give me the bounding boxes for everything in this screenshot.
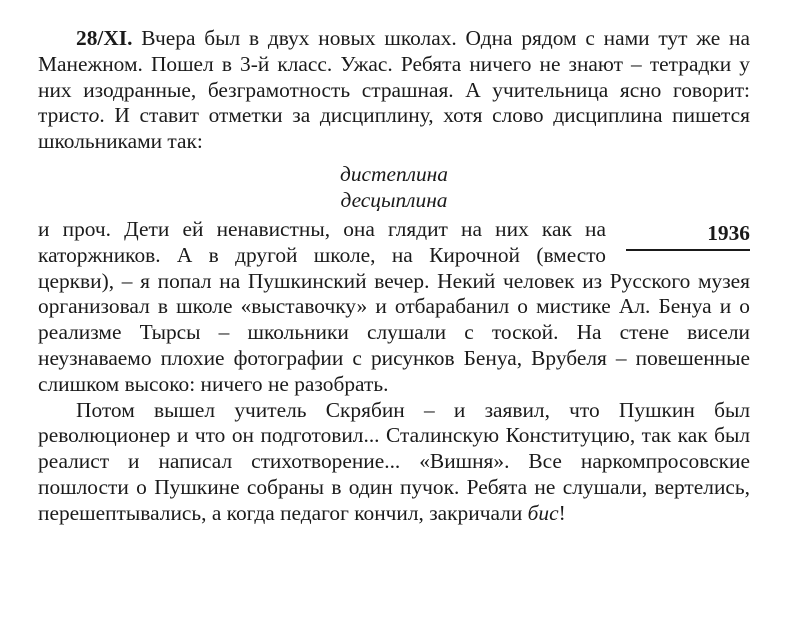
paragraph-1-italic: о [88, 103, 100, 128]
paragraph-1-text: Вчера был в двух новых школах. Одна рядом с нами тут же на Манежном. Пошел в 3-й класс. Ужас. Ребята ничего не знают – тетрадки у них изодранные, безграмотность страшная. А учительница ясно говорит: трист [38, 26, 750, 128]
paragraph-3-end: ! [558, 500, 566, 525]
paragraph-1-end: . И ставит отметки за дисциплину, хотя слово дисциплина пишется школьниками так: [38, 103, 750, 154]
paragraph-3-text: Потом вышел учитель Скрябин – и заявил, что Пушкин был революционер и что он подготовил... Сталинскую Конституцию, так как был реалист и написал стихотворение... «Вишня». Все наркомпросовские пошлости о Пушкине собраны в один пучок. Ребята не слушали, вертелись, перешептывались, а когда педагог кончил, закричали [38, 397, 750, 525]
misspelling-2: десцыплина [340, 187, 448, 212]
misspelling-examples [38, 161, 750, 213]
year-marker: 1936 [626, 221, 750, 251]
entry-paragraph-2 [38, 217, 750, 398]
entry-date: 28/XI. [76, 26, 133, 50]
paragraph-2-text: и проч. Дети ей ненавистны, она глядит на них как на каторжников. А в другой школе, на Кирочной (вместо церкви), – я попал на Пушкинский вечер. Некий человек из Русского музея организовал в школе «выставочку» и отбарабанил о мистике Ал. Бенуа и о реализме Тырсы – школьники слушали с тоской. На стене висели неузнаваемо плохие фотографии с рисунков Бенуа, Врубеля – повешенные слишком высоко: ничего не разобрать. [38, 216, 750, 396]
misspelling-1: дистеплина [340, 161, 448, 186]
entry-paragraph-1 [38, 26, 750, 155]
diary-page [38, 26, 750, 527]
entry-paragraph-3 [38, 398, 750, 527]
paragraph-3-italic: бис [527, 500, 559, 525]
